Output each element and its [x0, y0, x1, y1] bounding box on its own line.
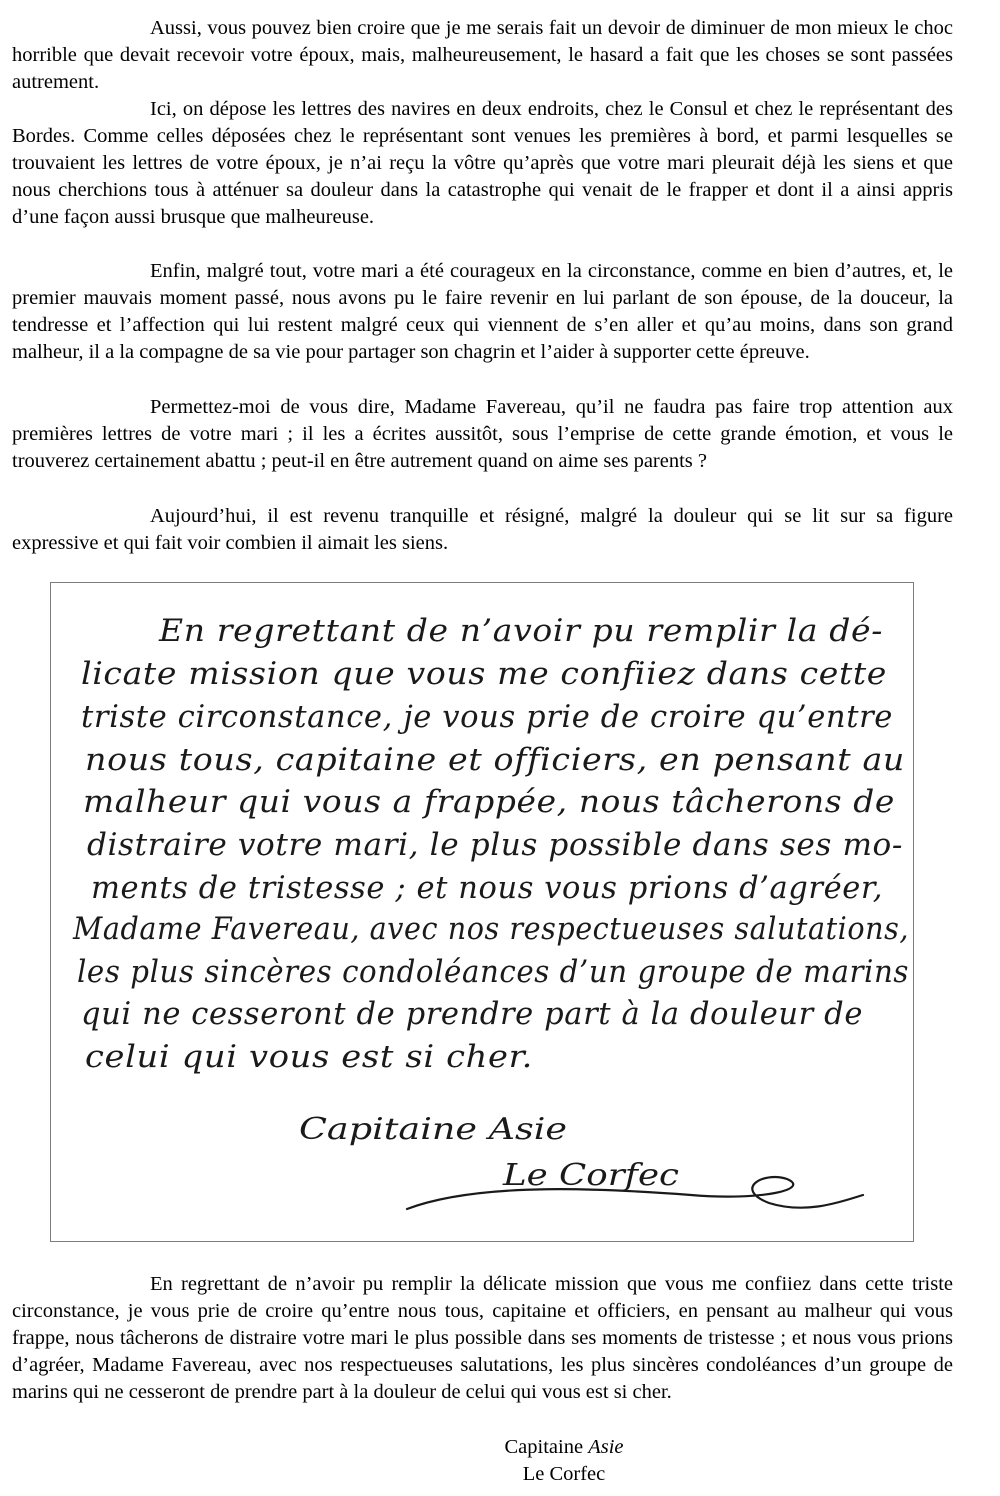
- paragraph-aussi: Aussi, vous pouvez bien croire que je me serais fait un devoir de diminuer de mon mieux le choc horrible que devait recevoir votre époux, mais, malheureusement, le hasard a fait que les choses se sont passées autrement.: [12, 17, 953, 93]
- handwriting-line-3: triste circonstance, je vous prie de croire qu’entre: [81, 699, 893, 735]
- paragraph-aujourdhui: Aujourd’hui, il est revenu tranquille et résigné, malgré la douleur qui se lit sur sa figure expressive et qui fait voir combien il aimait les siens.: [12, 505, 953, 554]
- paragraph-ici: Ici, on dépose les lettres des navires en deux endroits, chez le Consul et chez le représentant des Bordes. Comme celles déposées chez le représentant sont venues les premières à bord, et parmi lesquelles se trouvaient les lettres de votre époux, je n’ai reçu la vôtre qu’après que votre mari pleurait déjà les siens et que nous cherchions tous à atténuer sa douleur dans la catastrophe qui venait de le frapper et dont il a ainsi appris d’une façon aussi brusque que malheureuse.: [12, 98, 953, 228]
- handwritten-letter-svg: [51, 583, 915, 1243]
- paragraph-permettez: Permettez-moi de vous dire, Madame Favereau, qu’il ne faudra pas faire trop attention aux premières lettres de votre mari ; il les a écrites aussitôt, sous l’emprise de cette grande émotion, et vous le trouverez certainement abattu ; peut-il en être autrement quand on aime ses parents ?: [12, 396, 953, 472]
- handwriting-line-2: licate mission que vous me confiiez dans cette: [81, 656, 887, 692]
- closing-title-line: [0, 1434, 1000, 1461]
- handwriting-line-11: celui qui vous est si cher.: [85, 1039, 533, 1075]
- handwriting-line-5: malheur qui vous a frappée, nous tâcherons de: [83, 784, 895, 820]
- handwritten-letter-image: [50, 582, 914, 1242]
- handwriting-line-6: distraire votre mari, le plus possible dans ses mo-: [87, 827, 903, 863]
- closing-ship-name: Asie: [588, 1436, 624, 1458]
- handwriting-line-10: qui ne cesseront de prendre part à la douleur de: [81, 996, 863, 1032]
- paragraph-transcription: En regrettant de n’avoir pu remplir la délicate mission que vous me confiiez dans cette triste circonstance, je vous prie de croire qu’entre nous tous, capitaine et officiers, en pensant au malheur qui vous frappe, nous tâcherons de distraire votre mari le plus possible dans ses moments de tristesse ; et nous vous prions d’agréer, Madame Favereau, avec nos respectueuses salutations, les plus sincères condoléances d’un groupe de marins qui ne cesseront de prendre part à la douleur de celui qui vous est si cher.: [12, 1273, 953, 1403]
- handwriting-signature-line-1: Capitaine Asie: [299, 1112, 567, 1147]
- handwriting-lines: [72, 613, 909, 1075]
- handwriting-line-4: nous tous, capitaine et officiers, en pensant au: [85, 742, 905, 778]
- handwriting-signature-line-2: Le Corfec: [501, 1158, 680, 1193]
- handwriting-line-9: les plus sincères condoléances d’un groupe de marins: [77, 954, 909, 990]
- handwriting-line-8: Madame Favereau, avec nos respectueuses salutations,: [72, 911, 910, 947]
- handwriting-line-1: En regrettant de n’avoir pu remplir la dé-: [157, 613, 884, 649]
- closing-signatory: Le Corfec: [522, 1463, 606, 1485]
- closing-title: Capitaine: [504, 1436, 584, 1458]
- paragraph-enfin: Enfin, malgré tout, votre mari a été courageux en la circonstance, comme en bien d’autres, et, le premier mauvais moment passé, nous avons pu le faire revenir en lui parlant de son épouse, de la douceur, la tendresse et l’affection qui lui restent malgré ceux qui viennent de s’en aller et qu’au moins, dans son grand malheur, il a la compagne de sa vie pour partager son chagrin et l’aider à supporter cette épreuve.: [12, 260, 953, 363]
- handwriting-line-7: ments de tristesse ; et nous vous prions d’agréer,: [91, 870, 883, 906]
